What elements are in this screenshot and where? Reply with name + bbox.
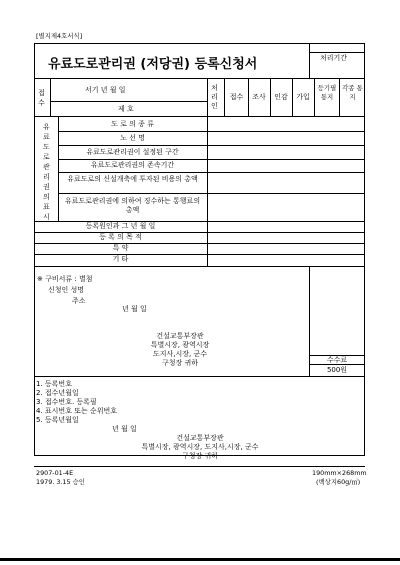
- processor-label: 처리인: [211, 84, 218, 110]
- addressee-district: 구청장 귀하: [161, 359, 199, 367]
- notice-addressee-minister: 건설교통부장관: [176, 434, 224, 442]
- form-title: 유료도로관리권 (저당권) 등록신청서: [48, 57, 258, 72]
- note-1: 1. 등록번호: [36, 380, 72, 388]
- note-3: 3. 접수번호. 등록필: [36, 398, 97, 406]
- col-seal: 인감: [274, 93, 288, 101]
- note-5: 5. 등록년월일: [36, 416, 79, 424]
- col-various-notice: 각종 통지: [342, 84, 363, 101]
- notice-addressee-heads: 특별시장, 광역시장, 도지사,시장, 군수: [141, 443, 259, 451]
- notice-date: 년 월 일: [112, 425, 137, 433]
- attachments-note: ※ 구비서류 : 별첨: [37, 275, 93, 283]
- addressee-minister: 건설교통부장관: [156, 332, 204, 340]
- road-row-toll: 유료도로관리권에 의하여 징수하는 통행료의 총액: [64, 197, 201, 214]
- reception-label: 접수: [38, 89, 45, 107]
- footer-paper: (백상지60g/㎡): [316, 478, 361, 486]
- road-row-route: 노 선 명: [120, 134, 145, 142]
- footer-approval: 1979. 3.15 승인: [36, 478, 85, 486]
- reception-date-label: 서기 년 월 일: [85, 86, 126, 94]
- road-row-period: 유료도로관리권의 존속기간: [90, 161, 175, 169]
- col-registration-notice: 등기필 통지: [317, 84, 337, 101]
- road-row-section: 유료도로관리권이 설정된 구간: [86, 148, 179, 156]
- fee-label: 수수료: [326, 356, 348, 364]
- footer-size: 190mm×268mm: [312, 469, 367, 477]
- reception-number-label: 제 호: [118, 105, 134, 113]
- reg-row-purpose: 등 록 의 목 적: [99, 233, 142, 241]
- road-row-investment: 유료도로의 신설개축에 투자된 비용의 총액: [67, 175, 198, 183]
- applicant-name-label: 신청인 성명: [48, 286, 85, 294]
- notice-addressee-district: 구청장 귀하: [181, 452, 219, 460]
- road-row-type: 도 로 의 종 류: [111, 120, 154, 128]
- processing-period-label: 처리기간: [320, 54, 348, 62]
- col-investigation: 조사: [252, 93, 266, 101]
- application-date: 년 월 일: [122, 305, 147, 313]
- note-4: 4. 표시번호 또는 순위번호: [36, 407, 117, 415]
- reg-row-special: 특 약: [112, 244, 129, 252]
- col-join: 가입: [296, 93, 310, 101]
- reg-row-cause: 등록원인과 그 년 월 일: [85, 222, 156, 230]
- reg-row-other: 기 타: [112, 255, 129, 263]
- footer-code: 2907-01-4E: [36, 469, 74, 477]
- page-bottom-edge: [0, 558, 400, 561]
- addressee-mayor: 특별시장, 광역시장: [150, 341, 210, 349]
- applicant-address-label: 주소: [72, 297, 86, 305]
- note-2: 2. 접수년월일: [36, 389, 79, 397]
- section-label: 유료도로관리권의표시: [43, 123, 50, 221]
- form-number: [별지제4호서식]: [36, 32, 83, 40]
- addressee-governor: 도지사,시장, 군수: [152, 350, 207, 358]
- col-reception: 접수: [229, 93, 244, 101]
- fee-value: 500원: [326, 366, 348, 374]
